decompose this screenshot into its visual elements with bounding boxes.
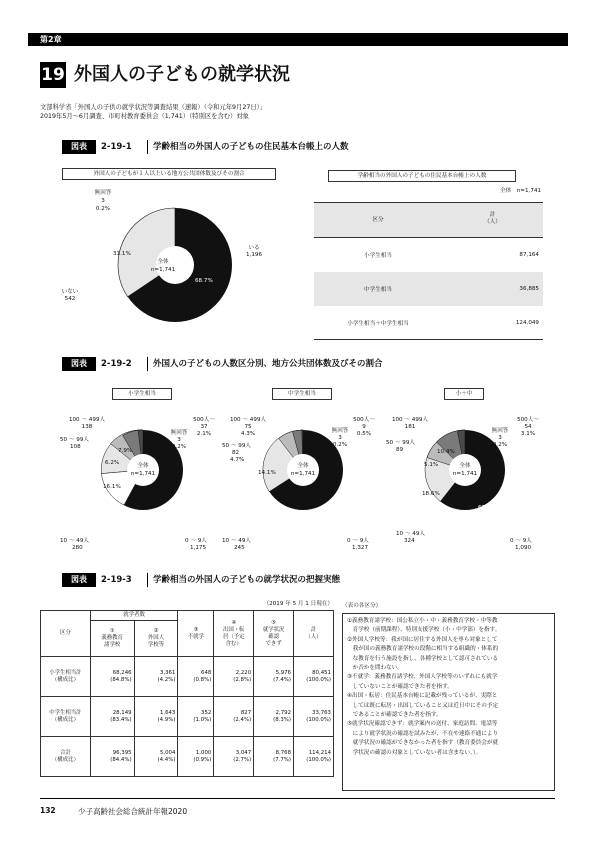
cell-pct: (100.0%)	[306, 676, 331, 683]
fig2-a-l-500-3: 2.1%	[196, 431, 212, 437]
section-number: 19	[40, 62, 66, 88]
fig1-lbl-inai-2: 542	[64, 296, 76, 302]
fig1-row-1	[314, 238, 543, 272]
table-row	[41, 657, 334, 697]
fig2-c-l-mu-1: 無回答	[491, 428, 509, 434]
row-label: 合計	[59, 749, 71, 756]
fig2-a-l-100-1: 100 ～ 499人	[68, 417, 106, 423]
fig2-number: 2-19-2	[101, 359, 132, 369]
fig2-b-l-100-1: 100 ～ 499人	[229, 417, 267, 423]
fig2-tag: 図表	[62, 357, 96, 371]
note-line: であることが確認できた者を指す。	[347, 712, 442, 719]
fig2-b-caption: 中学生相当	[272, 388, 332, 400]
fig2-title: 外国人の子どもの人数区分別、地方公共団体数及びその割合	[153, 359, 383, 369]
fig1-pct-inai: 31.1%	[113, 251, 131, 257]
note-line: しては既に転居・出国していること又は近日中にその予定	[347, 702, 499, 709]
fig2-c-l-500-3: 3.1%	[520, 431, 536, 437]
fig1-table-header	[314, 202, 543, 238]
donut-hole	[127, 454, 159, 486]
fig2-b-p-0-9: 76.2%	[313, 512, 331, 518]
fig3-th-c2-num: ②	[153, 628, 159, 634]
fig2-c-p-10-49: 18.6%	[422, 491, 440, 497]
cell-value: 827	[240, 709, 252, 716]
row-label: 小学生相当計	[49, 669, 82, 676]
page-number: 132	[40, 806, 56, 815]
fig2-b-l-mu-3: 0.2%	[332, 442, 348, 448]
fig2-a-l-50-1: 50 ～ 99人	[60, 437, 89, 443]
fig2-b-center-1: 全体	[297, 463, 309, 469]
cell-pct: (2.7%)	[233, 756, 252, 763]
fig2-a-p-50-99: 6.2%	[105, 460, 120, 466]
fig1-row-3-label: 小学生相当＋中学生相当	[347, 320, 409, 327]
fig2-c-l-50-2: 89	[396, 447, 404, 453]
fig2-b-l-100-2: 75	[244, 424, 252, 430]
cell-value: 2,792	[275, 709, 292, 716]
cell-value: 33,763	[312, 709, 331, 716]
fig1-row-1-label: 小学生相当	[364, 253, 392, 259]
fig3-th-c4-num: ④	[231, 619, 237, 626]
fig2-a-caption: 小学生相当	[112, 388, 172, 400]
fig3-th-c4-l1: 出国・転	[222, 626, 245, 633]
fig1-row-3	[314, 306, 543, 340]
fig1-row-3-value: 124,049	[515, 319, 539, 326]
fig3-tag: 図表	[62, 573, 96, 587]
note-line: 我が国の義務教育諸学校の段階に相当する組織的・体系的	[347, 646, 499, 653]
fig2-c-p-100-499: 10.4%	[437, 449, 455, 455]
cell-value: 5,976	[275, 669, 292, 676]
fig2-b-l-500-3: 0.5%	[356, 431, 372, 437]
source-line-1: 文部科学省「外国人の子供の就学状況等調査結果（速報）（令和元年9月27日）」	[40, 104, 267, 111]
fig1-th-kei: 計	[489, 212, 496, 218]
fig2-b-l-0-2: 1,327	[352, 545, 369, 551]
fig3-th-kubun: 区分	[41, 611, 91, 657]
fig2-c-l-100-1: 100 ～ 499人	[391, 417, 429, 423]
fig3-th-c4-l2: 居（予定	[222, 633, 245, 640]
fig2-a-p-10-49: 16.1%	[103, 484, 121, 490]
fig1-lbl-iru-1: いる	[248, 245, 260, 251]
cell-value: 80,451	[312, 669, 331, 676]
cell-value: 1,643	[159, 709, 176, 716]
fig1-lbl-mu-3: 0.2%	[95, 206, 111, 212]
fig2-a-l-10-1: 10 ～ 49人	[60, 538, 89, 544]
fig2-b-l-50-3: 4.7%	[230, 457, 245, 463]
fig3-date-note: （2019 年 5 月 1 日現在）	[263, 601, 333, 607]
note-line: 就学状況の確認ができなかった者を指す（教育委員会が就	[347, 740, 499, 747]
fig2-b-l-500-1: 500人～	[353, 417, 375, 423]
cell-pct: (4.9%)	[157, 716, 176, 723]
cell-pct: (0.9%)	[193, 756, 212, 763]
note-line: 学状況の確認の対象としていない者は含まない。）。	[347, 749, 482, 756]
cell-pct: (83.4%)	[110, 716, 132, 723]
chapter-label: 第2章	[40, 35, 62, 44]
fig1-lbl-mu-2: 3	[101, 198, 105, 204]
fig2-c-p-0-9: 62.6%	[478, 505, 496, 511]
fig2-c-l-500-1: 500人～	[517, 417, 539, 423]
note-line: していないことが確認できた者を指す。	[347, 683, 453, 690]
fig2-a-l-0-2: 1,175	[190, 545, 207, 551]
fig2-a-p-0-9: 67.5%	[148, 512, 166, 518]
fig3-th-c5-num: ⑤	[271, 619, 277, 626]
fig3-th-c5-l1: 就学状況	[262, 626, 285, 633]
fig2-c-p-50-99: 5.1%	[424, 462, 439, 468]
row-sublabel: （構成比）	[51, 756, 79, 763]
fig3-th-c3-label: 不就学	[187, 633, 204, 640]
fig2-a-l-50-2: 108	[70, 444, 81, 450]
cell-value: 648	[201, 669, 212, 676]
note-line: 育学校（前期課程）、特別支援学校（小・中学部）を指す。	[347, 627, 501, 634]
row-sublabel: （構成比）	[51, 676, 79, 683]
fig3-head-row-1	[41, 611, 334, 621]
fig1-lbl-mu-1: 無回答	[94, 190, 112, 196]
cell-value: 2,220	[235, 669, 252, 676]
table-row	[41, 697, 334, 737]
cell-pct: (4.2%)	[157, 676, 176, 683]
fig1-left-caption: 外国人の子どもが１人以上いる地方公共団体数及びその割合	[62, 168, 276, 180]
fig2-a-l-100-2: 138	[81, 424, 93, 430]
cell-pct: (84.8%)	[110, 676, 132, 683]
fig1-row-2	[314, 272, 543, 306]
note-line: か否かを問わない。	[347, 665, 403, 672]
fig3-number: 2-19-3	[101, 575, 132, 585]
cell-pct: (100.0%)	[306, 756, 331, 763]
fig2-c-l-100-2: 181	[404, 424, 416, 430]
cell-value: 114,214	[308, 749, 331, 756]
table-row	[41, 737, 334, 777]
fig3-th-c3-num: ③	[193, 626, 199, 633]
fig1-center-1: 全体	[157, 259, 169, 265]
fig2-b-l-0-1: 0 ～ 9人	[347, 538, 369, 544]
fig3-divider	[147, 573, 148, 587]
fig1-right-caption: 学齢相当の外国人の子どもの住民基本台帳上の人数	[328, 170, 516, 182]
cell-pct: (1.0%)	[193, 716, 212, 723]
fig2-c-l-50-1: 50 ～ 99人	[386, 440, 415, 446]
fig2-b-l-10-1: 10 ～ 49人	[222, 538, 251, 544]
fig1-lbl-inai-1: いない	[61, 289, 79, 295]
fig2-c-center-2: n=1,741	[452, 471, 478, 477]
row-label: 中学生相当計	[49, 709, 82, 716]
fig2-b-l-mu-2: 3	[338, 435, 342, 441]
note-line: ④出国・転居：住民基本台帳に記載が残っているが、実際と	[347, 693, 498, 700]
source-line-2: 2019年5月～6月調査、市町村教育委員会（1,741）（特別区を含む）対象	[40, 113, 249, 120]
fig1-table	[314, 202, 543, 340]
cell-pct: (4.4%)	[157, 756, 176, 763]
fig1-pct-iru: 68.7%	[195, 278, 213, 284]
cell-value: 3,047	[235, 749, 252, 756]
fig2-b-l-10-2: 245	[234, 545, 245, 551]
fig3-th-c5-l3: できず	[265, 640, 282, 647]
fig2-b-l-500-2: 9	[362, 424, 366, 430]
fig1-total-note: 全体 n=1,741	[499, 188, 541, 194]
fig3-table	[40, 610, 334, 777]
cell-pct: (7.4%)	[273, 676, 292, 683]
fig2-b-l-50-2: 82	[232, 450, 240, 456]
note-line: ⑤就学状況確認できず：就学案内の送付、家庭訪問、電話等	[347, 721, 498, 728]
fig3-notes-title: （表の各区分）	[342, 603, 382, 609]
note-line: な教育を行う施設を指し、各種学校として認可されている	[347, 655, 499, 662]
fig1-divider	[147, 140, 148, 154]
fig2-a-l-mu-2: 3	[177, 437, 181, 443]
chapter-bar	[28, 33, 568, 46]
footer-title: 少子高齢社会総合統計年報2020	[78, 807, 188, 816]
fig2-c-l-500-2: 54	[524, 424, 532, 430]
donut-hole	[449, 454, 481, 486]
fig2-c-l-0-2: 1,090	[515, 545, 532, 551]
fig1-center-2: n=1,741	[150, 267, 176, 273]
fig3-th-c6-l1: 計	[310, 626, 317, 633]
fig3-title: 学齢相当の外国人の子どもの就学状況の把握実態	[153, 575, 341, 585]
cell-value: 28,149	[112, 709, 132, 716]
fig2-divider	[147, 357, 148, 371]
cell-pct: (8.3%)	[273, 716, 292, 723]
fig2-c-caption: 小＋中	[444, 388, 484, 400]
fig1-th-unit: （人）	[484, 219, 501, 225]
fig2-a-p-100-499: 7.9%	[118, 448, 133, 454]
fig2-c-l-10-2: 324	[404, 538, 415, 544]
fig1-tag: 図表	[62, 140, 96, 154]
fig2-c-l-0-1: 0 ～ 9人	[510, 538, 532, 544]
footer-rule	[40, 798, 555, 799]
cell-value: 3,361	[159, 669, 176, 676]
cell-value: 8,768	[275, 749, 292, 756]
fig3-th-c2-l2: 学校等	[147, 642, 165, 648]
fig2-a-l-500-2: 37	[200, 424, 208, 430]
fig2-a-center-2: n=1,741	[130, 471, 156, 477]
fig1-th-kubun: 区分	[372, 217, 384, 223]
fig3-th-c1-l1: 義務教育	[101, 635, 123, 641]
fig3-th-c1-num: ①	[109, 628, 115, 634]
cell-pct: (0.8%)	[193, 676, 212, 683]
fig3-th-c2-l1: 外国人	[147, 635, 165, 641]
fig3-th-c1-l2: 諸学校	[104, 642, 121, 648]
fig2-b-p-10-49: 14.1%	[258, 470, 276, 476]
fig2-b-l-50-1: 50 ～ 99人	[222, 443, 251, 449]
cell-pct: (100.0%)	[306, 716, 331, 723]
fig1-row-1-value: 87,164	[519, 252, 539, 258]
cell-value: 352	[201, 709, 212, 716]
note-line: ①義務教育諸学校：国公私立小・中・義務教育学校・中等教	[347, 618, 498, 624]
fig3-th-c6-l2: （人）	[305, 633, 322, 640]
note-line: ②外国人学校等：我が国に居住する外国人を専ら対象として	[347, 636, 498, 643]
fig2-b-center-2: n=1,741	[290, 471, 316, 477]
cell-pct: (2.4%)	[233, 716, 252, 723]
fig2-c-l-10-1: 10 ～ 49人	[396, 531, 425, 537]
fig3-notes-box	[342, 613, 555, 791]
fig2-a-l-mu-1: 無回答	[170, 430, 188, 436]
fig2-a-l-mu-3: 0.2%	[171, 444, 187, 450]
row-sublabel: （構成比）	[51, 716, 79, 723]
cell-pct: (2.8%)	[233, 676, 252, 683]
fig2-c-center-1: 全体	[459, 463, 471, 469]
fig2-b-l-mu-1: 無回答	[331, 428, 349, 434]
cell-value: 1,000	[195, 749, 212, 756]
fig2-a-l-0-1: 0 ～ 9人	[185, 538, 207, 544]
fig2-a-center-1: 全体	[137, 463, 149, 469]
fig2-a-l-10-2: 280	[72, 545, 83, 551]
note-line: により就学状況の確認を試みたが、不在や連絡不通により	[347, 730, 499, 737]
fig2-a-l-500-1: 500人～	[193, 417, 215, 423]
fig2-b-l-100-3: 4.3%	[240, 431, 256, 437]
fig3-th-c4-l3: 含む）	[225, 640, 242, 647]
cell-value: 96,395	[112, 749, 132, 756]
fig1-lbl-iru-2: 1,196	[245, 252, 262, 258]
fig2-c-l-mu-2: 3	[498, 435, 502, 441]
fig1-number: 2-19-1	[101, 142, 132, 152]
cell-pct: (7.7%)	[273, 756, 292, 763]
fig3-th-shugaku: 就学者数	[90, 611, 178, 621]
section-title: 外国人の子どもの就学状況	[74, 64, 290, 85]
fig1-title: 学齢相当の外国人の子どもの住民基本台帳上の人数	[153, 142, 349, 152]
fig1-row-2-value: 36,885	[519, 286, 539, 292]
fig1-row-2-label: 中学生相当	[364, 287, 392, 293]
cell-pct: (84.4%)	[110, 756, 132, 763]
donut-hole	[287, 454, 319, 486]
fig3-th-c5-l2: 確認	[268, 633, 279, 640]
note-line: ③不就学：義務教育諸学校、外国人学校等のいずれにも就学	[347, 674, 498, 681]
cell-value: 5,004	[159, 749, 176, 756]
fig2-c-l-mu-3: 0.2%	[492, 442, 508, 448]
cell-value: 68,246	[112, 669, 132, 676]
